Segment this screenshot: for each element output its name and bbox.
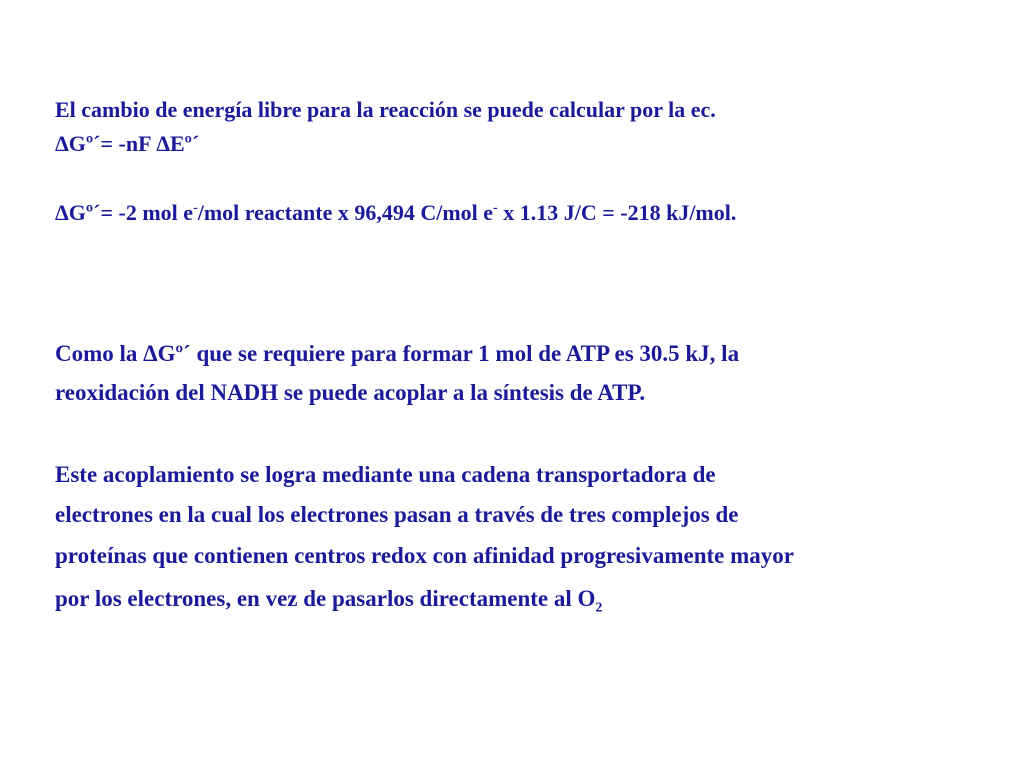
electron-charge-1: - <box>193 200 198 216</box>
calc-part-1: ΔGº´= -2 mol e <box>55 200 194 225</box>
calculation-line <box>55 200 736 226</box>
electron-charge-2: - <box>493 200 498 216</box>
atp-paragraph-line-2: reoxidación del NADH se puede acoplar a la síntesis de ATP. <box>55 380 646 405</box>
coupling-paragraph-line-3: proteínas que contienen centros redox con afinidad progresivamente mayor <box>55 543 794 568</box>
oxygen-subscript: 2 <box>595 600 603 616</box>
equation-line: ΔGº´= -nF ΔEº´ <box>55 131 200 156</box>
calc-part-3: x 1.13 J/C = -218 kJ/mol. <box>497 200 737 225</box>
calc-part-2: /mol reactante x 96,494 C/mol e <box>197 200 494 225</box>
atp-paragraph-line-1: Como la ΔGº´ que se requiere para formar 1 mol de ATP es 30.5 kJ, la <box>55 341 740 366</box>
coupling-paragraph-line-4 <box>55 586 603 616</box>
coupling-paragraph-line-1: Este acoplamiento se logra mediante una cadena transportadora de <box>55 462 716 487</box>
coupling-paragraph-line-2: electrones en la cual los electrones pasan a través de tres complejos de <box>55 502 739 527</box>
coupling-line-4-text: por los electrones, en vez de pasarlos directamente al O <box>55 586 596 611</box>
intro-line: El cambio de energía libre para la reacción se puede calcular por la ec. <box>55 97 716 122</box>
